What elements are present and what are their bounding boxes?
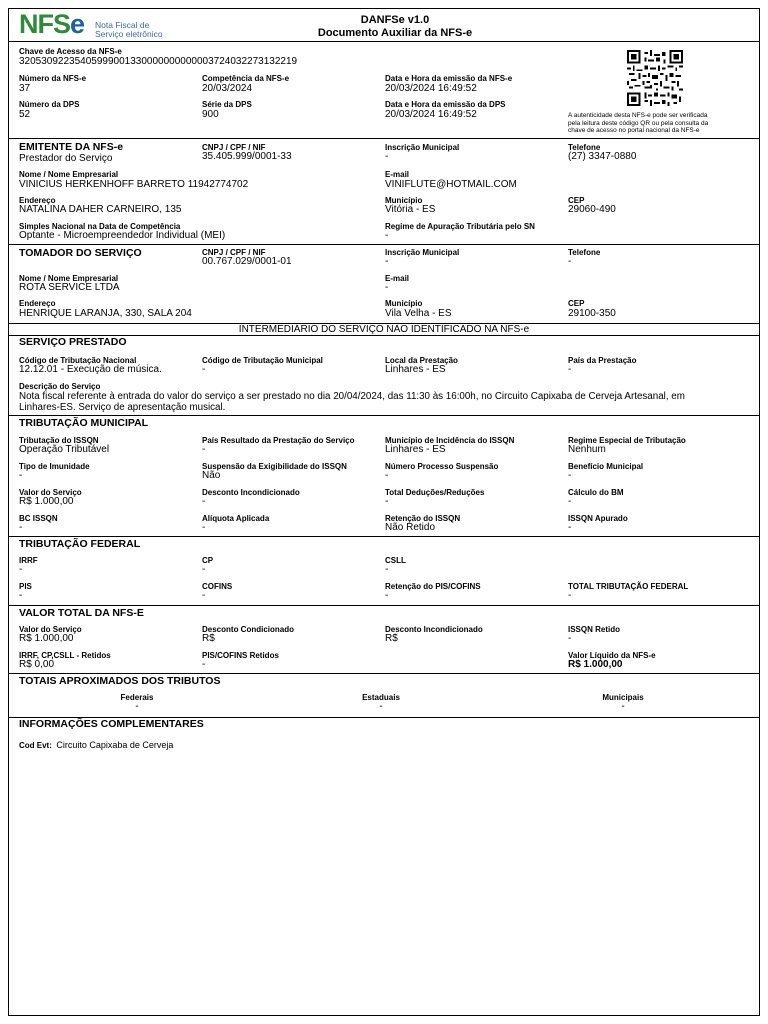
vt-desc-incond-value: R$ [385,633,398,644]
nfse-logo [19,10,84,38]
total-trib-fed-label: TOTAL TRIBUTAÇÃO FEDERAL [568,582,689,591]
cp-value: - [202,564,206,575]
emitente-subtitle: Prestador do Serviço [19,153,113,164]
municipais-value: - [621,701,625,712]
cod-evt-label: Cod Evt: [19,741,52,750]
tomador-cep-value: 29100-350 [568,308,616,319]
regime-sn-label: Regime de Apuração Tributária pelo SN [385,222,535,231]
tomador-email-value: - [385,282,389,293]
cofins-value: - [202,590,206,601]
emitente-im-label: Inscrição Municipal [385,143,460,152]
tomador-im-label: Inscrição Municipal [385,248,460,257]
irrf-value: - [19,564,23,575]
estaduais-value: - [379,701,383,712]
retencao-pis-label: Retenção do PIS/COFINS [385,582,481,591]
chave-value: 32053092235405999001330000000000003724032273132219 [19,56,298,67]
emissao-dps-value: 20/03/2024 16:49:52 [385,109,477,120]
suspensao-value: Não [202,470,221,481]
descricao-label: Descrição do Serviço [19,382,101,391]
pais-resultado-value: - [202,444,206,455]
bc-issqn-label: BC ISSQN [19,514,58,523]
federais-label: Federais [120,693,154,702]
competencia-label: Competência da NFS-e [202,74,290,83]
valor-total-title: VALOR TOTAL DA NFS-E [19,607,144,619]
numero-value: 37 [19,83,31,94]
csll-label: CSLL [385,556,406,565]
pis-label: PIS [19,582,32,591]
calculo-bm-label: Cálculo do BM [568,488,624,497]
tomador-tel-value: - [568,256,572,267]
emitente-end-value: NATALINA DAHER CARNEIRO, 135 [19,204,182,215]
tomador-end-label: Endereço [19,299,56,308]
tomador-nome-label: Nome / Nome Empresarial [19,274,119,283]
logo-subtitle: Nota Fiscal de Serviço eletrônico [95,20,163,39]
pis-value: - [19,590,23,601]
emitente-cnpj-value: 35.405.999/0001-33 [202,151,292,162]
trib-issqn-label: Tributação do ISSQN [19,436,99,445]
desconto-incond-value: - [202,496,206,507]
vt-pis-cofins-label: PIS/COFINS Retidos [202,651,279,660]
tomador-email-label: E-mail [385,274,410,283]
cod-evt-value: Circuito Capixaba de Cerveja [56,740,174,750]
totais-title: TOTAIS APROXIMADOS DOS TRIBUTOS [19,675,221,687]
vt-liquido-value: R$ 1.000,00 [568,659,623,670]
cod-mun-label: Código de Tributação Municipal [202,356,323,365]
municipais-label: Municipais [602,693,644,702]
emissao-dps-label: Data e Hora da emissão da DPS [385,100,506,109]
mun-incidencia-value: Linhares - ES [385,444,446,455]
processo-suspensao-value: - [385,470,389,481]
emitente-title: EMITENTE DA NFS-e [19,141,124,153]
emitente-end-label: Endereço [19,196,56,205]
doc-title: DANFSe v1.0 Documento Auxiliar da NFS-e [317,14,473,39]
suspensao-label: Suspensão da Exigibilidade do ISSQN [202,462,347,471]
vt-desc-incond-label: Desconto Incondicionado [385,625,483,634]
tipo-imunidade-value: - [19,470,23,481]
simples-label: Simples Nacional na Data de Competência [19,222,181,231]
retencao-pis-value: - [385,590,389,601]
deducoes-label: Total Deduções/Reduções [385,488,485,497]
emitente-email-value: VINIFLUTE@HOTMAIL.COM [385,179,517,190]
vt-pis-cofins-value: - [202,659,206,670]
bc-issqn-value: - [19,522,23,533]
retencao-issqn-value: Não Retido [385,522,436,533]
pais-value: - [568,364,572,375]
tomador-cep-label: CEP [568,299,585,308]
vt-valor-servico-label: Valor do Serviço [19,625,82,634]
emitente-email-label: E-mail [385,170,410,179]
desconto-incond-label: Desconto Incondicionado [202,488,300,497]
federais-value: - [135,701,139,712]
numero-label: Número da NFS-e [19,74,87,83]
trib-mun-title: TRIBUTAÇÃO MUNICIPAL [19,417,149,429]
vt-retidos-value: R$ 0,00 [19,659,55,670]
estaduais-label: Estaduais [362,693,400,702]
cod-nac-label: Código de Tributação Nacional [19,356,137,365]
cofins-label: COFINS [202,582,233,591]
csll-value: - [385,564,389,575]
trib-issqn-value: Operação Tributável [19,444,110,455]
competencia-value: 20/03/2024 [202,83,253,94]
emitente-mun-label: Município [385,196,423,205]
emissao-value: 20/03/2024 16:49:52 [385,83,477,94]
regime-sn-value: - [385,230,389,241]
servico-title: SERVIÇO PRESTADO [19,336,127,348]
regime-especial-label: Regime Especial de Tributação [568,436,686,445]
vt-retidos-label: IRRF, CP,CSLL - Retidos [19,651,111,660]
vt-liquido-label: Valor Líquido da NFS-e [568,651,656,660]
cod-mun-value: - [202,364,206,375]
beneficio-label: Benefício Municipal [568,462,644,471]
tomador-mun-value: Vila Velha - ES [385,308,452,319]
mun-incidencia-label: Município de Incidência do ISSQN [385,436,515,445]
tomador-im-value: - [385,256,389,267]
cod-nac-value: 12.12.01 - Execução de música. [19,364,162,375]
tomador-end-value: HENRIQUE LARANJA, 330, SALA 204 [19,308,192,319]
issqn-apurado-value: - [568,522,572,533]
emitente-tel-value: (27) 3347-0880 [568,151,637,162]
simples-value: Optante - Microempreendedor Individual (MEI) [19,230,226,241]
tipo-imunidade-label: Tipo de Imunidade [19,462,90,471]
info-title: INFORMAÇÕES COMPLEMENTARES [19,718,204,730]
vt-desc-cond-label: Desconto Condicionado [202,625,294,634]
logo-text: NFSe [19,9,85,39]
descricao-line-1: Nota fiscal referente à entrada do valor do serviço a ser prestado no dia 20/04/2024, das 11:30 às 16:00h, no Circuito Capixaba de Cerveja Artesanal, em [19,391,685,402]
emitente-nome-value: VINICIUS HERKENHOFF BARRETO 11942774702 [19,179,249,190]
chave-label: Chave de Acesso da NFS-e [19,47,122,56]
tomador-title: TOMADOR DO SERVIÇO [19,247,142,259]
pais-label: País da Prestação [568,356,637,365]
tomador-nome-value: ROTA SERVICE LTDA [19,282,120,293]
dps-value: 52 [19,109,31,120]
emitente-mun-value: Vitória - ES [385,204,436,215]
serie-label: Série da DPS [202,100,252,109]
qr-code-icon [627,50,683,106]
tomador-cnpj-label: CNPJ / CPF / NIF [202,248,266,257]
danfse-document [8,8,760,1016]
beneficio-value: - [568,470,572,481]
vt-issqn-retido-value: - [568,633,572,644]
emitente-cep-label: CEP [568,196,585,205]
descricao-line-2: Linhares-ES. Serviço de apresentação musical. [19,402,226,413]
emitente-cep-value: 29060-490 [568,204,616,215]
retencao-issqn-label: Retenção do ISSQN [385,514,461,523]
calculo-bm-value: - [568,496,572,507]
deducoes-value: - [385,496,389,507]
vt-desc-cond-value: R$ [202,633,215,644]
processo-suspensao-label: Número Processo Suspensão [385,462,499,471]
issqn-apurado-label: ISSQN Apurado [568,514,628,523]
aliquota-label: Alíquota Aplicada [202,514,270,523]
serie-value: 900 [202,109,219,120]
local-value: Linhares - ES [385,364,446,375]
tomador-tel-label: Telefone [568,248,601,257]
aliquota-value: - [202,522,206,533]
vt-valor-servico-value: R$ 1.000,00 [19,633,74,644]
cod-evt [19,735,173,753]
irrf-label: IRRF [19,556,38,565]
vt-issqn-retido-label: ISSQN Retido [568,625,621,634]
emitente-tel-label: Telefone [568,143,601,152]
qr-note: A autenticidade desta NFS-e pode ser verificada pela leitura deste código QR ou pela consulta da chave de acesso no portal nacional da NFS-e [568,112,709,134]
total-trib-fed-value: - [568,590,572,601]
valor-servico-value: R$ 1.000,00 [19,496,74,507]
dps-label: Número da DPS [19,100,80,109]
emissao-label: Data e Hora da emissão da NFS-e [385,74,513,83]
cp-label: CP [202,556,214,565]
tomador-cnpj-value: 00.767.029/0001-01 [202,256,292,267]
emitente-cnpj-label: CNPJ / CPF / NIF [202,143,266,152]
valor-servico-label: Valor do Serviço [19,488,82,497]
trib-fed-title: TRIBUTAÇÃO FEDERAL [19,538,141,550]
tomador-mun-label: Município [385,299,423,308]
emitente-im-value: - [385,151,389,162]
local-label: Local da Prestação [385,356,458,365]
regime-especial-value: Nenhum [568,444,606,455]
pais-resultado-label: País Resultado da Prestação do Serviço [202,436,355,445]
intermediario-note: INTERMEDIÁRIO DO SERVIÇO NÃO IDENTIFICADO NA NFS-e [238,324,530,335]
emitente-nome-label: Nome / Nome Empresarial [19,170,119,179]
